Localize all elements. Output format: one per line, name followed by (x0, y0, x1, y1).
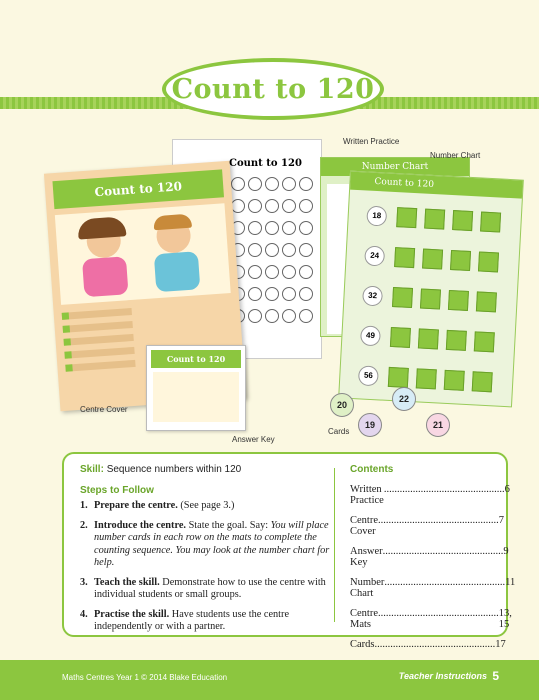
practice-row (231, 199, 321, 213)
number-card: 19 (358, 413, 382, 437)
label-centre-cover: Centre Cover (80, 405, 128, 414)
footer-copyright: Maths Centres Year 1 © 2014 Blake Education (62, 673, 228, 682)
number-card: 22 (392, 387, 416, 411)
number-card: 21 (426, 413, 450, 437)
instructions-left (80, 464, 340, 641)
label-number-chart: Number Chart (430, 151, 481, 160)
contents-item: Centre Mats .............................................. 13, 15 (350, 608, 512, 630)
skill-label: Skill: (80, 464, 104, 475)
contents-heading: Contents (350, 464, 394, 475)
contents-item: Centre Cover .............................................. 7 (350, 515, 504, 537)
practice-row (231, 243, 321, 257)
practice-title: Count to 120 (229, 158, 302, 169)
page-title: Count to 120 (171, 73, 375, 105)
step-item: 2. Introduce the centre. State the goal. Say: You will place number cards in each row on the mats to complete the counting sequence. You may look at the number chart for help. (80, 519, 330, 568)
practice-row (231, 309, 321, 323)
mat-row (358, 202, 509, 236)
label-cards: Cards (328, 427, 350, 436)
skill-text: Sequence numbers within 120 (106, 464, 242, 475)
page-footer (0, 660, 539, 700)
cover-steps (62, 308, 136, 378)
mat-number: 18 (366, 206, 387, 227)
contents-list (350, 464, 516, 650)
practice-row (231, 265, 321, 279)
skill-line (80, 464, 340, 475)
page-number: 5 (492, 669, 499, 683)
mat-number: 32 (362, 285, 383, 306)
mat-row (356, 242, 507, 276)
mat-title: Count to 120 (350, 172, 523, 199)
instructions-box (62, 452, 516, 650)
mat-row (352, 322, 503, 356)
practice-row (231, 287, 321, 301)
label-written-practice: Written Practice (343, 137, 400, 146)
mat-number: 49 (360, 325, 381, 346)
contents-item: Answer Key .............................................. 9 (350, 546, 509, 568)
practice-row (231, 177, 321, 191)
cover-title: Count to 120 (52, 169, 224, 209)
footer-section: Teacher Instructions (398, 671, 487, 681)
contents-item: Number Chart .............................................. 11 (350, 577, 516, 599)
step-item: 1. Prepare the centre. (See page 3.) (80, 500, 235, 511)
step-item: 3. Teach the skill. Demonstrate how to use the centre with individual students or small groups. (80, 576, 326, 600)
column-divider (334, 468, 335, 622)
steps-heading: Steps to Follow (80, 485, 154, 496)
steps-list (80, 500, 340, 634)
answer-key-title: Count to 120 (151, 350, 241, 368)
mat-row (350, 362, 501, 396)
practice-row (231, 221, 321, 235)
mat-row (354, 282, 505, 316)
title-oval (162, 58, 384, 120)
answer-key-card (146, 345, 246, 431)
centre-illustration (0, 125, 539, 450)
mat-number: 24 (364, 245, 385, 266)
contents-item: Written Practice .............................................. 6 (350, 484, 510, 506)
chart-title: Number Chart (321, 158, 469, 176)
label-answer-key: Answer Key (232, 435, 275, 444)
number-card: 20 (330, 393, 354, 417)
centre-mat (338, 171, 524, 408)
contents-item: Cards .............................................. 17 (350, 639, 506, 650)
answer-key-scene (153, 372, 239, 422)
step-item: 4. Practise the skill. Have students use the centre independently or with a partner. (80, 608, 290, 632)
mat-number: 56 (358, 365, 379, 386)
cover-scene (55, 203, 231, 305)
